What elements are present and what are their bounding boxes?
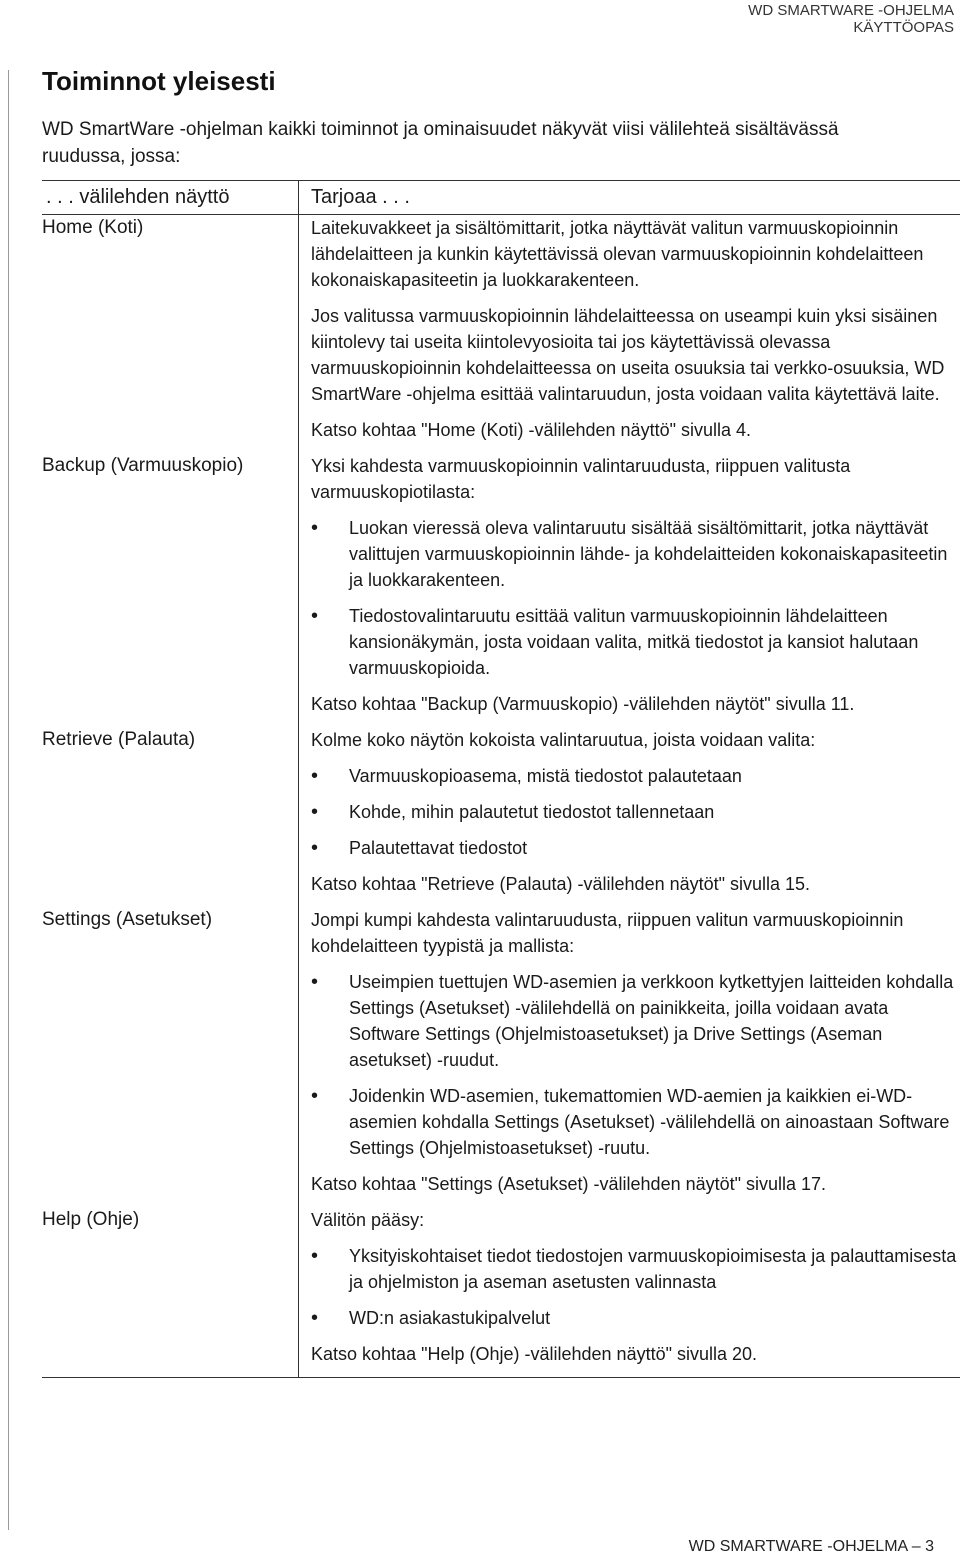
list-item: • Useimpien tuettujen WD-asemien ja verkkoon kytkettyjen laitteiden kohdalla Settings (Asetukset) -välilehdellä on painikkeita, joilla voidaan avata Software Settings (Ohjelmistoasetukset) ja Drive Settings (Aseman asetukset) -ruudut. [311,969,960,1073]
list-item: • Kohde, mihin palautetut tiedostot tallennetaan [311,799,960,825]
bullet-list [311,1243,960,1331]
description: Kolme koko näytön kokoista valintaruutua, joista voidaan valita: [311,730,816,750]
page-reference: Katso kohtaa "Retrieve (Palauta) -välilehden näytöt" sivulla 15. [311,874,811,894]
intro-paragraph: WD SmartWare -ohjelman kaikki toiminnot ja ominaisuudet näkyvät viisi välilehteä sisältävässä ruudussa, jossa: [42,119,839,167]
list-item: • WD:n asiakastukipalvelut [311,1305,960,1331]
description: Välitön pääsy: [311,1210,425,1230]
list-item: • Tiedostovalintaruutu esittää valitun varmuuskopioinnin lähdelaitteen kansionäkymän, josta voidaan valita, mitkä tiedostot ja kansiot halutaan varmuuskopioida. [311,603,960,681]
description: Yksi kahdesta varmuuskopioinnin valintaruudusta, riippuen valitusta varmuuskopiotilasta: [311,456,851,502]
tab-name-retrieve: Retrieve (Palauta) [42,727,299,907]
running-header [748,2,954,36]
bullet-list [311,763,960,861]
header-doc-type: KÄYTTÖOPAS [853,19,954,36]
list-item: • Varmuuskopioasema, mistä tiedostot palautetaan [311,763,960,789]
bullet-list [311,515,960,681]
page-reference: Katso kohtaa "Settings (Asetukset) -välilehden näytöt" sivulla 17. [311,1174,827,1194]
table-row [42,727,960,907]
row-content-help [299,1207,960,1378]
table-row [42,453,960,727]
row-content-backup [299,453,960,727]
header-product: WD SMARTWARE -OHJELMA [748,2,954,19]
list-item: • Palautettavat tiedostot [311,835,960,861]
table-header-row [42,181,960,215]
tabs-table [42,180,960,1378]
table-row [42,215,960,454]
tab-name-home: Home (Koti) [42,215,299,454]
page-title: Toiminnot yleisesti [42,66,276,96]
table-row [42,907,960,1207]
page-footer: WD SMARTWARE -OHJELMA – 3 [688,1538,934,1555]
list-item: • Yksityiskohtaiset tiedot tiedostojen varmuuskopioimisesta ja palauttamisesta ja ohjelmiston ja aseman asetusten valinnasta [311,1243,960,1295]
row-content-settings [299,907,960,1207]
table-row [42,1207,960,1378]
list-item: • Joidenkin WD-asemien, tukemattomien WD-aemien ja kaikkien ei-WD-asemien kohdalla Settings (Asetukset) -välilehdellä on ainoastaan Software Settings (Ohjelmistoasetukset) -ruutu. [311,1083,960,1161]
page-reference: Katso kohtaa "Home (Koti) -välilehden näyttö" sivulla 4. [311,420,751,440]
row-content-retrieve [299,727,960,907]
description: Laitekuvakkeet ja sisältömittarit, jotka näyttävät valitun varmuuskopioinnin lähdelaitteen ja kunkin käytettävissä olevan varmuuskopioinnin kohdelaitteen kokonaiskapasiteetin ja luokkarakenteen. [311,218,924,290]
row-content-home [299,215,960,454]
page-reference: Katso kohtaa "Help (Ohje) -välilehden näyttö" sivulla 20. [311,1344,758,1364]
bullet-list [311,969,960,1161]
page-reference: Katso kohtaa "Backup (Varmuuskopio) -välilehden näytöt" sivulla 11. [311,694,855,714]
description: Jos valitussa varmuuskopioinnin lähdelaitteessa on useampi kuin yksi sisäinen kiintolevy tai useita kiintolevyosioita tai jos käytettävissä olevassa varmuuskopioinnin kohdelaitteessa on useita osuuksia tai verkko-osuuksia, WD SmartWare -ohjelma esittää valintaruudun, josta voidaan valita käytettävä laite. [311,306,945,404]
list-item: • Luokan vieressä oleva valintaruutu sisältää sisältömittarit, jotka näyttävät valittujen varmuuskopioinnin lähde- ja kohdelaitteiden kokonaiskapasiteetin ja luokkarakenteen. [311,515,960,593]
col-header-offers: Tarjoaa . . . [299,181,960,215]
tab-name-backup: Backup (Varmuuskopio) [42,453,299,727]
col-header-tab: . . . välilehden näyttö [42,181,299,215]
margin-rule [8,70,9,1530]
tab-name-settings: Settings (Asetukset) [42,907,299,1207]
description: Jompi kumpi kahdesta valintaruudusta, riippuen valitun varmuuskopioinnin kohdelaitteen tyypistä ja mallista: [311,910,904,956]
tab-name-help: Help (Ohje) [42,1207,299,1378]
